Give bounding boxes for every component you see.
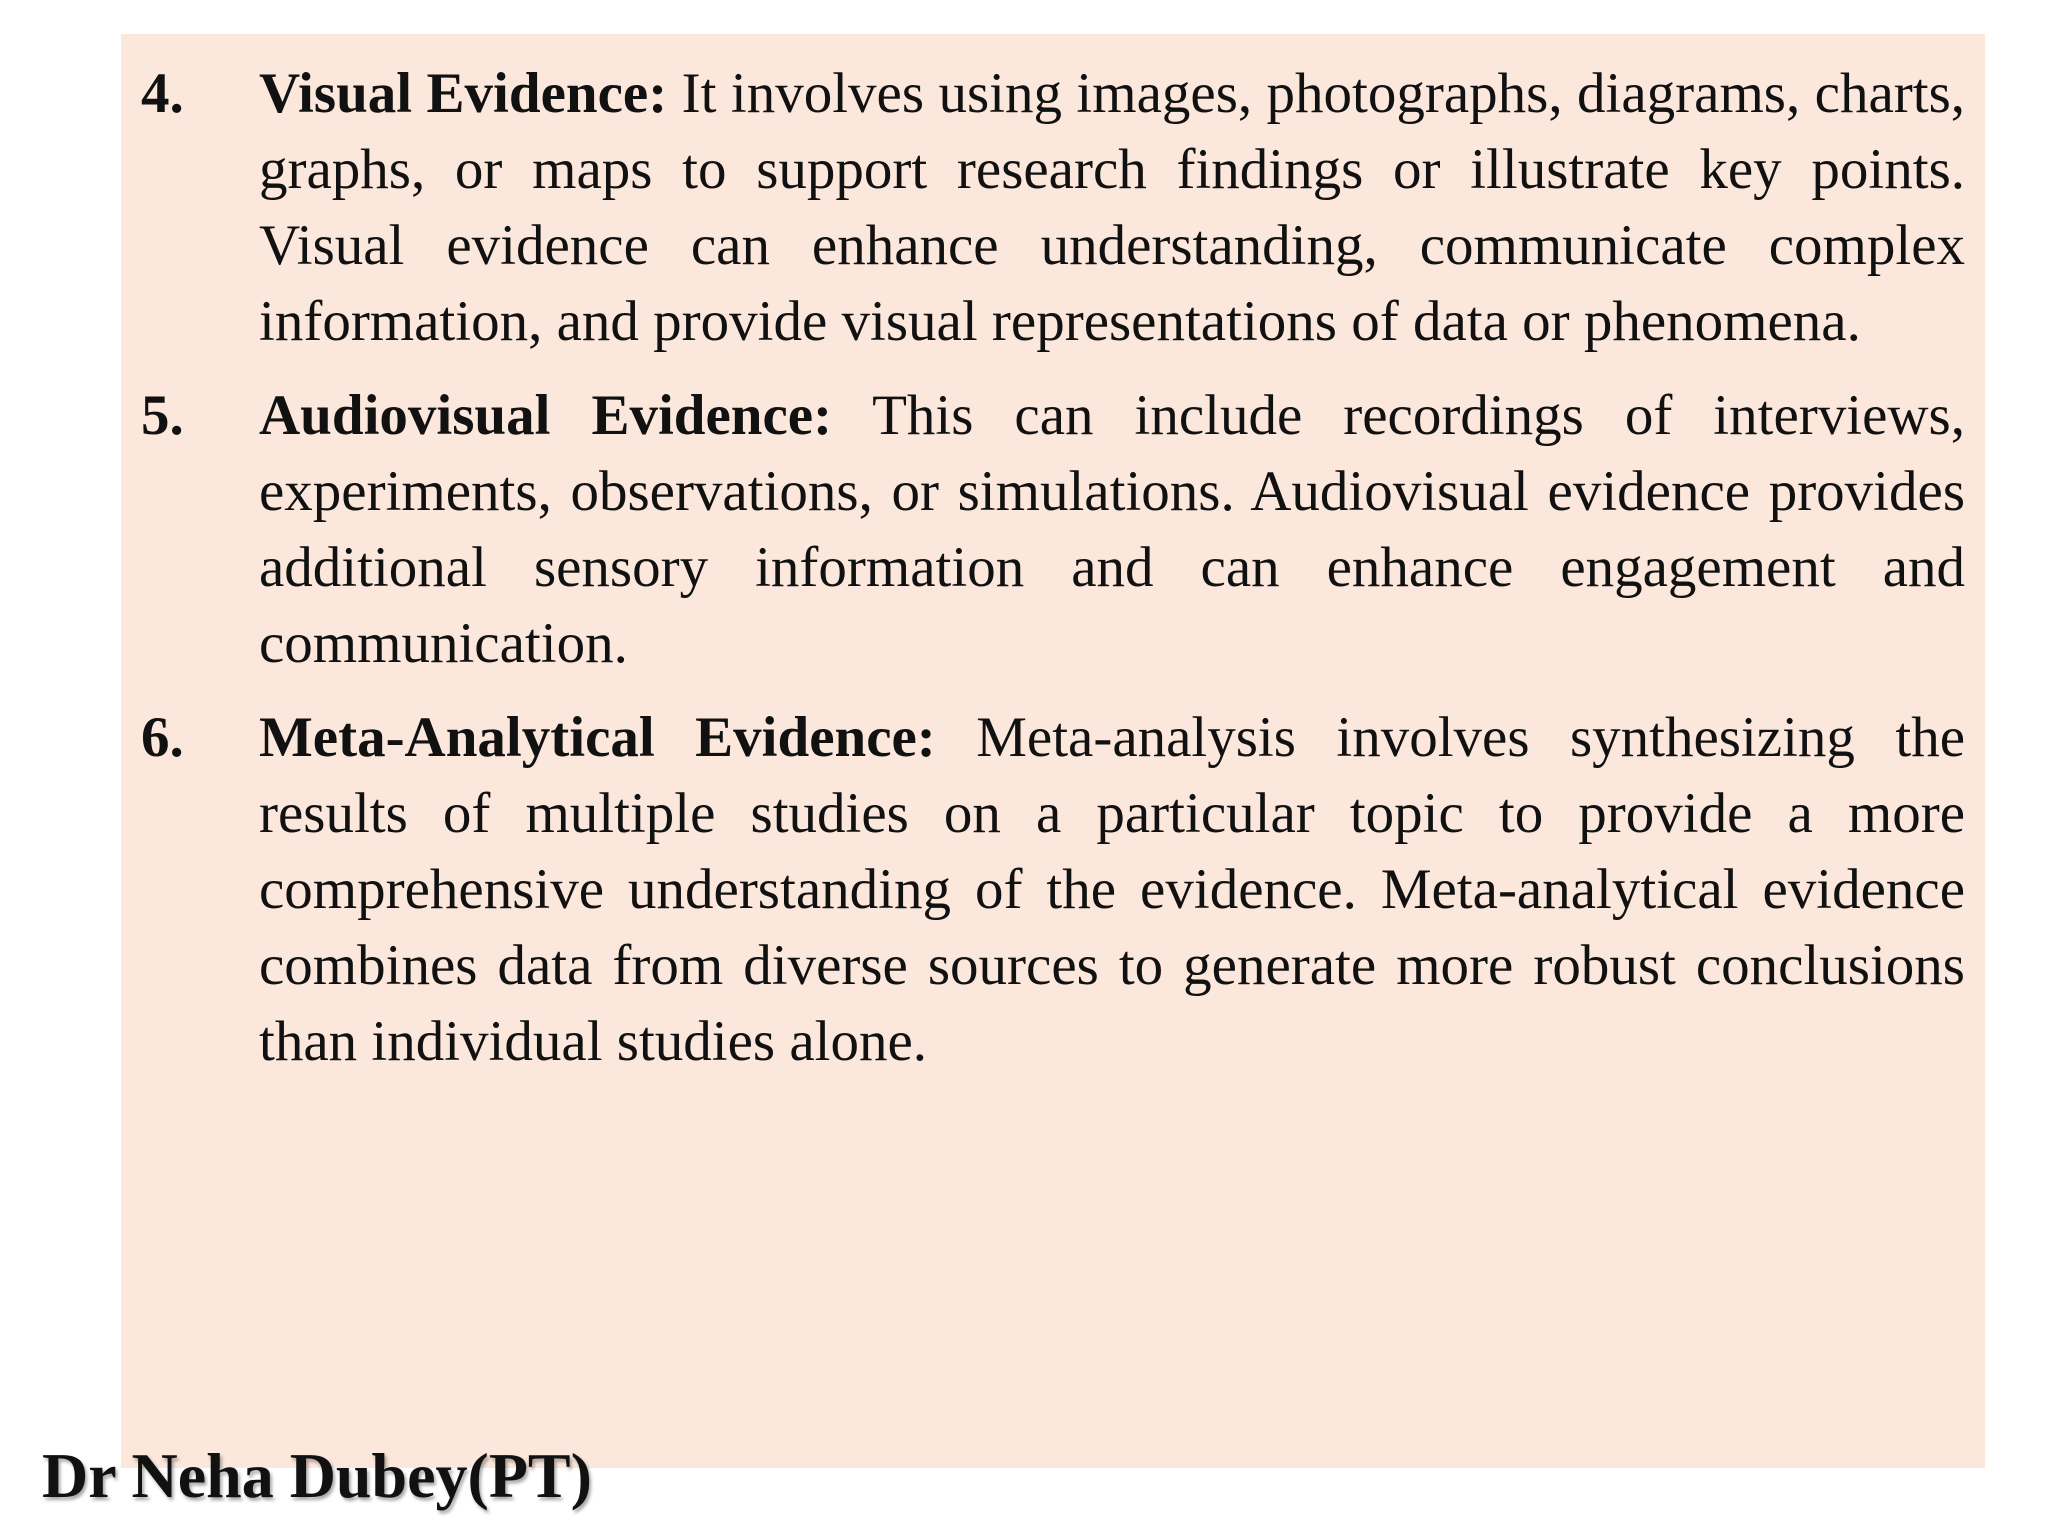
list-item: [121, 700, 1985, 1080]
content-panel: [121, 34, 1985, 1468]
item-description: This can include recordings of interviews, experiments, observations, or simulations. Audiovisual evidence provides additional sensory information and can enhance engagement and communication.: [259, 384, 1965, 675]
item-number: 5.: [141, 384, 184, 447]
author-signature: Dr Neha Dubey(PT): [42, 1440, 592, 1511]
item-description: It involves using images, photographs, diagrams, charts, graphs, or maps to support research findings or illustrate key points. Visual evidence can enhance understanding, communicate complex information, and provide visual representations of data or phenomena.: [259, 62, 1966, 353]
item-term: Audiovisual Evidence:: [259, 384, 833, 447]
list-item: [121, 56, 1985, 360]
item-number: 4.: [141, 62, 184, 125]
item-text: [259, 700, 1965, 1080]
list-item: [121, 378, 1985, 682]
item-number: 6.: [141, 706, 184, 769]
item-text: [259, 378, 1965, 682]
item-term: Visual Evidence:: [259, 62, 668, 125]
evidence-list: [121, 56, 1985, 1098]
item-text: [259, 56, 1965, 360]
item-description: Meta-analysis involves synthesizing the results of multiple studies on a particular topic to provide a more comprehensive understanding of the evidence. Meta-analytical evidence combines data from diverse sources to generate more robust conclusions than individual studies alone.: [259, 706, 1965, 1073]
item-term: Meta-Analytical Evidence:: [259, 706, 936, 769]
